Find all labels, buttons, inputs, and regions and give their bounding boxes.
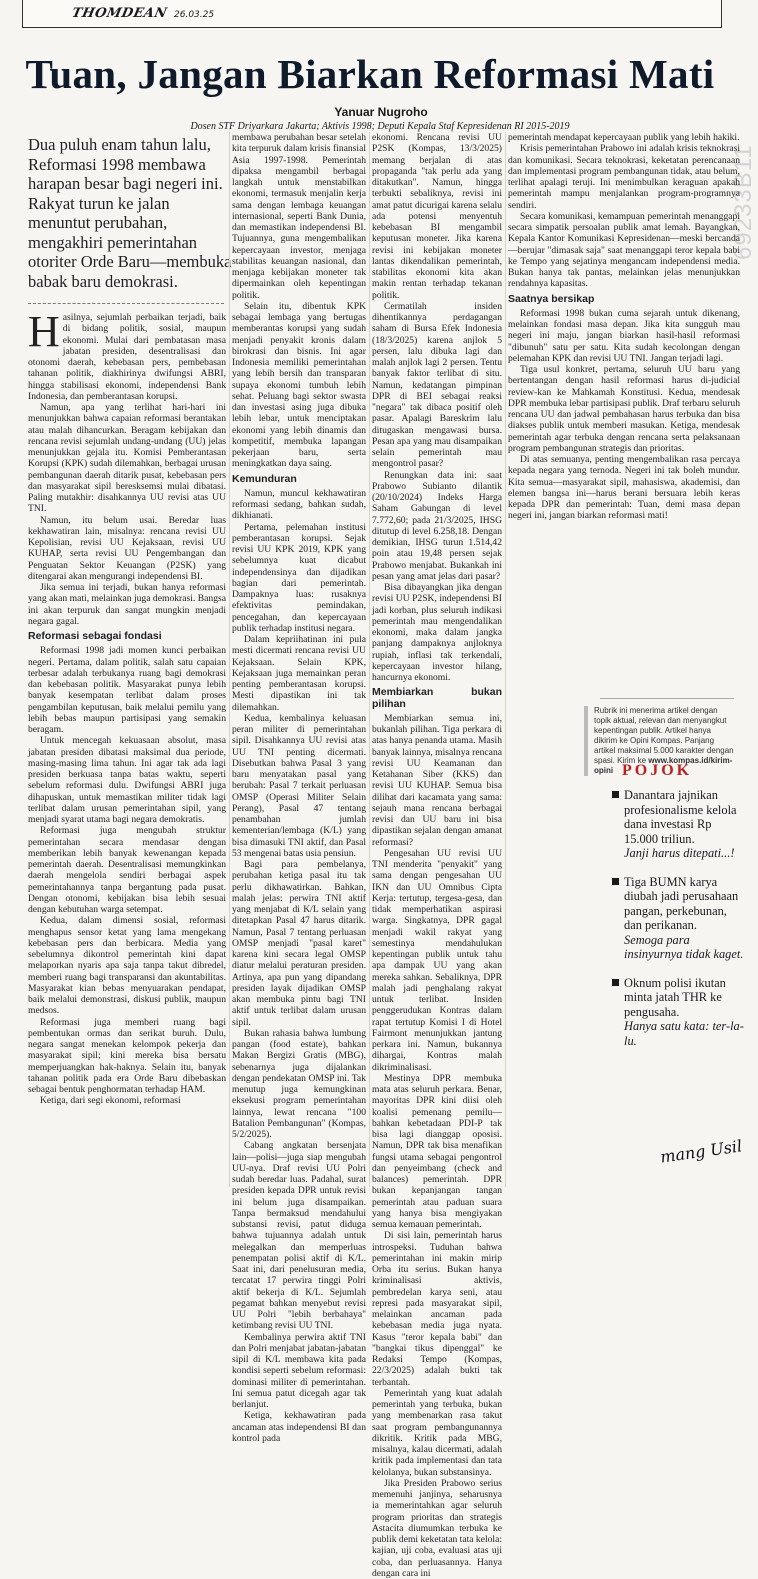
article-lede: Dua puluh enam tahun lalu, Reformasi 1998 membawa harapan besar bagi negeri ini. Rakyat turun ke jalan menuntut perubahan, mengakhiri pemerintahan otoriter Orde Baru—membuka babak baru demokrasi.	[28, 135, 232, 291]
pojok-item	[612, 976, 744, 1049]
article-paragraph: Membiarkan semua ini, bukanlah pilihan. Tiga perkara di atas hanya penanda utama. Masih banyak lainnya, misalnya rencana revisi UU Keamanan dan Ketahanan Siber (KKS) dan revisi UU KUHAP. Semua bisa dilihat dari kacamata yang sama: sejauh mana rencana berbagai revisi dan UU baru ini bisa dipastikan sejalan dengan amanat reformasi?	[372, 712, 502, 848]
square-bullet-icon	[612, 979, 619, 986]
cartoon-signature: THOMDEAN	[70, 6, 169, 21]
article-paragraph: Pemerintah yang kuat adalah pemerintah yang terbuka, bukan yang membenarkan rasa takut saat program pembangunannya dikritik. Kritik pada MBG, misalnya, kalau dicermati, adalah kritik pada implementasi dan tata kelolanya, bukan substansinya.	[372, 1387, 502, 1478]
article-paragraph: Dalam kepriihatinan ini pula mesti dicermati rencana revisi UU Kejaksaan. Selain KPK, Kejaksaan juga memainkan peran penting pemberantasan korupsi. Mesti dipastikan ini tak dilemahkan.	[232, 634, 366, 713]
article-author: Yanuar Nugroho	[334, 105, 428, 119]
pojok-item	[612, 788, 744, 861]
article-paragraph: Jika semua ini terjadi, bukan hanya reformasi yang akan mati, melainkan juga demokrasi. Bangsa ini akan terpuruk dan sangat mungkin menjadi negara gagal.	[28, 582, 226, 627]
pojok-item-retort: Janji harus ditepati...!	[624, 846, 735, 860]
opini-info-text: Rubrik ini menerima artikel dengan topik aktual, relevan dan menyangkut kepentingan publik. Artikel hanya dikirim ke Opini Kompas. Panjang artikel maksimal 5.000 karakter dengan spasi. Kirim ke	[594, 706, 734, 765]
article-paragraph: Di atas semuanya, penting mengembalikan rasa percaya kepada negara yang ternoda. Negeri ini tak boleh mundur. Kita semua—masyarakat sipil, mahasiswa, akademisi, dan elemen bangsa ini—harus berani bersuara lebih keras kepada DPR dan pemerintah: Tuan, demi masa depan negeri ini, jangan biarkan reformasi mati!	[508, 454, 740, 522]
article-paragraph: Di sisi lain, pemerintah harus introspeksi. Tuduhan bahwa pemerintahan ini makin mirip Orba itu serius. Bukan hanya kriminalisasi aktivis, pembredelan karya seni, atau represi pada masyarakat sipil, melainkan ancaman pada kebebasan media juga nyata. Kasus "teror kepala babi" dan "bangkai tikus dipenggal" ke Redaksi Tempo (Kompas, 22/3/2025) adalah bukti tak terbantah.	[372, 1230, 502, 1388]
section-heading-bersikap: Saatnya bersikap	[508, 292, 595, 305]
pojok-signature: mang Usil	[659, 1136, 744, 1167]
column-divider	[369, 132, 370, 1187]
column-divider	[229, 132, 230, 1187]
lede-divider	[28, 303, 224, 304]
article-column-1	[28, 307, 226, 1184]
article-paragraph: Mestinya DPR membuka mata atas seluruh perkara. Benar, mayoritas DPR kini diisi oleh koalisi pemenang pemilu—bahkan kebetadaan PDI-P tak bisa lagi dianggap oposisi. Namun, DPR tak bisa menafikan fungsi utama sebagai pengontrol dan penyeimbang (check and balances) pemerintah. DPR bukan kepanjangan tangan pemerintah atau paduan suara yang hanya bisa mengiyakan semua kemauan pemerintah.	[372, 1072, 502, 1230]
article-paragraph: Cermatilah insiden dihentikannya perdagangan saham di Bursa Efek Indonesia (18/3/2025) karena anjlok 5 persen, lalu dibuka lagi dan malah anjlok lagi 2 persen. Tentu banyak faktor terlibat di situ. Namun, kedatangan pimpinan DPR di BEI sebagai reaksi "negara" tak dibaca positif oleh pasar. Apalagi Bareskrim lalu ditugaskan mengawasi bursa. Pesan apa yang mau disampaikan selain pemerintah mau mengontrol pasar?	[372, 300, 502, 470]
section-heading-membiarkan: Membiarkan bukan pilihan	[372, 686, 502, 710]
article-paragraph: Secara komunikasi, kemampuan pemerintah menanggapi secara simpatik persoalan publik amat lemah. Bayangkan, Kepala Kantor Komunikasi Kepresidenan—meski bercanda—berujar "dimasak saja" saat menanggapi teror kepala babi ke Tempo yang sejatinya mengancam independensi media. Bukan hanya tak pantas, melainkan jelas menunjukkan rendahnya kapasitas.	[508, 210, 740, 290]
article-paragraph: Reformasi 1998 jadi momen kunci perbaikan negeri. Pertama, dalam politik, salah satu capaian terbesar adalah terbukanya ruang bagi demokrasi dan kebebasan politik. Masyarakat punya lebih banyak kesempatan terlibat dalam proses pengambilan keputusan, baik melalui pemilu yang lebih bebas maupun partisipasi yang semakin beragam.	[28, 645, 226, 735]
article-paragraph: Hasilnya, sejumlah perbaikan terjadi, baik di bidang politik, sosial, maupun ekonomi. Mulai dari pembatasan masa jabatan presiden, desentralisasi dan otonomi daerah, kebebasan pers, pembebasan tahanan politik, diakhirinya dwifungsi ABRI, hingga stabilisasi ekonomi, independensi Bank Indonesia, dan pemberantasan korupsi.	[28, 307, 226, 402]
article-column-4	[508, 132, 740, 682]
article-paragraph: Namun, apa yang terlihat hari-hari ini menunjukkan bahwa capaian reformasi berantakan atau malah dihancurkan. Beragam kebijakan dan rencana revisi sejumlah undang-undang (UU) jelas menunjukkan gejala itu. Komisi Pemberantasan Korupsi (KPK) sudah dilemahkan, berbagai urusan pembangunan daerah ditarik pusat, kebebasan pers dan masyarakat sipil beresksemsi mulai dibatasi. Paling mutakhir: disahkannya UU revisi atas UU TNI.	[28, 402, 226, 515]
article-paragraph: Reformasi juga mengubah struktur pemerintahan secara mendasar dengan memberikan lebih banyak kewenangan kepada pemerintah daerah. Desentralisasi memungkinkan daerah mengelola sendiri berbagai aspek pemerintahannya tanpa bergantung pada pusat. Dengan otonomi, kebijakan bisa lebih sesuai dengan kebutuhan warga setempat.	[28, 825, 226, 915]
pojok-item-text: Danantara jajnikan profesionalisme kelola dana investasi Rp 15.000 triliun.	[624, 788, 737, 846]
cartoon-strip	[0, 0, 752, 46]
section-heading-fondasi: Reformasi sebagai fondasi	[28, 630, 162, 642]
article-paragraph: Namun, itu belum usai. Beredar luas kekhawatiran lain, misalnya: rencana revisi UU Kepolisian, revisi UU Kejaksaan, revisi UU KUHAP, serta revisi UU Pengembangan dan Penguatan Sektor Keuangan (P2SK) yang ditengarai akan mengurangi independensi BI.	[28, 514, 226, 582]
square-bullet-icon	[612, 878, 619, 885]
pojok-item-text: Oknum polisi ikutan minta jatah THR ke pengusaha.	[624, 975, 726, 1019]
pojok-title: POJOK	[622, 762, 693, 779]
article-paragraph: Pertama, pelemahan institusi pemberantasan korupsi. Sejak revisi UU KPK 2019, KPK yang sebelumnya kuat dicabut independensinya dan dijadikan bagian dari pemerintah. Dampaknya luas: rusaknya efektivitas pemindakan, pencegahan, dan kepercayaan publik terhadap institusi negara.	[232, 521, 366, 634]
article-paragraph: Namun, muncul kekhawatiran reformasi sedang, bahkan sudah, dikhianati.	[232, 487, 366, 522]
article-paragraph: Bagi para pembelanya, perubahan ketiga pasal itu tak perlu dikhawatirkan. Bahkan, malah jelas: perwira TNI aktif yang menjabat di K/L selain yang ditetapkan Pasal 47 harus ditarik. Namun, Pasal 7 tentang perluasan OMSP menjadi "pasal karet" karena kini secara legal OMSP diatur melalui peraturan presiden. Artinya, apa pun yang dipandang presiden layak dijadikan OMSP akan membuka pintu bagi TNI aktif untuk terlibat dalam urusan sipil.	[232, 859, 366, 1028]
article-affiliation: Dosen STF Driyarkara Jakarta; Aktivis 1998; Deputi Kepala Staf Kepresidenan RI 2015-2019	[190, 121, 570, 132]
opini-rule	[600, 698, 734, 699]
square-bullet-icon	[612, 791, 619, 798]
article-paragraph: Cabang angkatan bersenjata lain—polisi—juga siap mengubah UU-nya. Draf revisi UU Polri sudah beredar luas. Padahal, surat presiden kepada DPR untuk revisi ini belum juga disampaikan. Tanpa bermaksud mendahului substansi revisi, patut diduga bahwa tujuannya adalah untuk melegalkan dan memperluas penempatan polisi aktif di K/L. Saat ini, dari penelusuran media, tercatat 17 perwira tinggi Polri aktif bekerja di K/L. Sejumlah pegamat bahkan menyebut revisi UU Polri "lebih berbahaya" ketimbang revisi UU TNI.	[232, 1140, 366, 1332]
pojok-item	[612, 875, 744, 962]
article-paragraph: Selain itu, dibentuk KPK sebagai lembaga yang bertugas memberantas korupsi yang sudah menjadi penyakit kronis dalam birokrasi dan bisnis. Ini agar Indonesia memiliki pemerintahan yang lebih bersih dan transparan supaya ekonomi tumbuh lebih sehat. Peluang bagi sektor swasta dan investasi asing juga dibuka lebih lebar, untuk menciptakan ekonomi yang lebih dinamis dan kompetitif, membuka lapangan pekerjaan baru, serta meningkatkan daya saing.	[232, 300, 366, 470]
article-paragraph: Untuk mencegah kekuasaan absolut, masa jabatan presiden dibatasi maksimal dua periode, masing-masing lima tahun. Ini agar tak ada lagi presiden berkuasa tanpa batas waktu, seperti sebelum reformasi dulu. Dwifungsi ABRI juga dihapuskan, untuk memastikan militer tidak lagi terlibat dalam urusan pemerintahan sipil, yang menjadi syarat utama bagi negara demokratis.	[28, 735, 226, 825]
article-paragraph: pemerintah mendapat kepercayaan publik yang lebih hakiki.	[508, 132, 740, 143]
article-paragraph: Kedua, kembalinya keluasan peran militer di pemerintahan sipil. Disahkannya UU revisi atas UU TNI penting dicermati. Disebutkan bahwa Pasal 3 yang baru menyatakan pasal yang berubah: Pasal 7 terkait perluasan OMSP (Operasi Militer Selain Perang), Pasal 47 tentang penambahan jumlah kementerian/lembaga (K/L) yang bisa dimasuki TNI aktif, dan Pasal 53 mengenai batas usia pensiun.	[232, 712, 366, 859]
article-paragraph: Ketiga, kekhawatiran pada ancaman atas independensi BI dan kontrol pada	[232, 1410, 366, 1444]
article-paragraph: Reformasi juga memberi ruang bagi pembentukan ormas dan serikat buruh. Dulu, negara sangat menekan kelompok pekerja dan masyarakat sipil; kini mereka bisa bersatu memperjuangkan hak-haknya. Selain itu, banyak tahanan politik pada era Orde Baru dibebaskan sebagai bentuk penghormatan terhadap HAM.	[28, 1016, 226, 1095]
article-paragraph: Pengesahan UU revisi UU TNI menderita "penyakit" yang sama dengan pengesahan UU IKN dan UU Omnibus Cipta Kerja: tertutup, tergesa-gesa, dan tidak memperhatikan aspirasi warga. Singkatnya, DPR gagal menjadi wakil rakyat yang semestinya mendahulukan kepentingan publik untuk tahu apa dampak UU yang akan mereka sahkan. Sebaliknya, DPR malah jadi penghalang rakyat untuk terlibat. Insiden penggerudukan Kontras dalam rapat tertutup Komisi I di Hotel Fairmont menunjukkan jantung perkara ini. Namun, bukannya dihargai, Kontras malah dikriminalisasi.	[372, 847, 502, 1073]
pojok-item-text: Tiga BUMN karya diubah jadi perusahaan pangan, perkebunan, dan perikanan.	[624, 874, 739, 932]
article-column-3	[372, 132, 503, 1579]
article-paragraph: Jika Presiden Prabowo serius memenuhi janjinya, seharusnya ia memerintahkan agar seluruh program prioritas dan strategis Astacita diumumkan terbuka ke publik demi keketatan tata kelola: kajian, uji coba, evaluasi atas uji coba, dan perluasannya. Hanya dengan cara ini	[372, 1477, 503, 1579]
article-paragraph: Krisis pemerintahan Prabowo ini adalah krisis teknokrasi dan komunikasi. Secara teknokrasi, keketatan perencanaan dan implementasi program pembangunan tidak, atau belum, terlihat apalagi teruji. Ini menimbulkan keraguan apakah pemerintah mampu menjalankan program-programnya sendiri.	[508, 143, 740, 211]
article-paragraph: Bisa dibayangkan jika dengan revisi UU P2SK, independensi BI jadi korban, plus seluruh indikasi pemerintah mau mengendalikan ekonomi, maka dalam jangka panjang dampaknya anjloknya rupiah, inflasi tak terkendali, kepercayaan investor hilang, hancurnya ekonomi.	[372, 582, 502, 683]
article-paragraph: ekonomi. Rencana revisi UU P2SK (Kompas, 13/3/2025) memang berjalan di atas propaganda "tak perlu ada yang ditakutkan". Namun, hingga terbukti sebaliknya, revisi ini amat patut dicurigai karena selalu ada potensi menyentuh kebebasan BI mengambil keputusan moneter. Jika karena revisi ini kebijakan moneter lantas dikendalikan pemerintah, stabilitas ekonomi kita akan makin rentan terhadap tekanan politik.	[372, 132, 502, 301]
pojok-item-retort: Semoga para insinyurnya tidak kaget.	[624, 932, 744, 961]
article-paragraph: Reformasi 1998 bukan cuma sejarah untuk dikenang, melainkan fondasi masa depan. Jika kita sungguh mau negeri ini maju, jangan biarkan hasil-hasil reformasi "dibunuh" satu per satu. Kita sudah kecolongan dengan pelemahan KPK dan revisi UU TNI. Jangan terjadi lagi.	[508, 307, 740, 364]
article-paragraph: Kembalinya perwira aktif TNI dan Polri menjabat jabatan-jabatan sipil di K/L membawa kita pada kondisi seperti sebelum reformasi: dominasi militer di pemerintahan. Ini semua patut dicegah agar tak berlanjut.	[232, 1331, 366, 1410]
opini-submit-link[interactable]: www.kompas.id/kirim-opini	[594, 756, 733, 775]
section-heading-kemunduran: Kemunduran	[232, 472, 297, 485]
pojok-item-retort: Hanya satu kata: ter-la-lu.	[624, 1019, 744, 1048]
article-paragraph: Bukan rahasia bahwa lumbung pangan (food estate), bahkan Makan Bergizi Gratis (MBG), sebenarnya juga dijalankan dengan pendekatan OMSP ini. Tak menutup juga kemungkinan eksekusi program pemerintahan lainnya, lewat rencana "100 Batalion Pembangunan" (Kompas, 5/2/2025).	[232, 1027, 366, 1140]
article-paragraph: membawa perubahan besar setelah kita terpuruk dalam krisis finansial Asia 1997-1998. Pemerintah dipaksa mengambil berbagai langkah untuk menstabilkan ekonomi, termasuk menjalin kerja sama dengan lembaga keuangan internasional, seperti Bank Dunia, dan memastikan independensi BI. Tujuannya, guna mengembalikan kepercayaan investor, menjaga stabilitas keuangan nasional, dan menjaga kebijakan moneter tak dipermainkan oleh kepentingan politik.	[232, 132, 366, 301]
article-column-2	[232, 132, 366, 1444]
cartoon-date: 26.03.25	[174, 10, 215, 20]
article-paragraph: Tiga usul konkret, pertama, seluruh UU baru yang bertentangan dengan hasil reformasi harus di-judicial review-kan ke Mahkamah Konstitusi. Kedua, mendesak DPR membuka lebar partisipasi publik. Draf terbaru seluruh rencana UU dan jadwal pembahasan harus terbuka dan bisa diakses publik untuk memberi masukan. Ketiga, mendesak pemerintah agar terbuka dengan rencana serta pelaksanaan program pembangunan strategis dan prioritas.	[508, 364, 740, 454]
article-paragraph: Kedua, dalam dimensi sosial, reformasi menghapus sensor ketat yang lama mengekang kebebasan pers dan berbicara. Media yang sebelumnya dikontrol pemerintah kini dapat melaporkan nyaris apa saja tanpa takut dibredel, memberi ruang bagi transparansi dan akuntabilitas. Masyarakat kian bebas menyuarakan pendapat, baik melalui demonstrasi, diskusi publik, maupun medsos.	[28, 915, 226, 1017]
article-paragraph: Renungkan data ini: saat Prabowo Subianto dilantik (20/10/2024) Indeks Harga Saham Gabungan di level 7.772,60; pada 21/3/2025, IHSG ditutup di level 6.258,18. Dengan demikian, IHSG turun 1.514,42 poin atau 19,48 persen sejak Prabowo menjabat. Bukankah ini pesan yang amat jelas dari pasar?	[372, 469, 502, 582]
article-title: Tuan, Jangan Biarkan Reformasi Mati	[25, 51, 715, 97]
page-edge-code: 69233B11	[730, 144, 757, 260]
article-paragraph: Ketiga, dari segi ekonomi, reformasi	[40, 1095, 181, 1107]
pojok-column	[612, 762, 744, 1048]
column-divider	[505, 132, 506, 1187]
